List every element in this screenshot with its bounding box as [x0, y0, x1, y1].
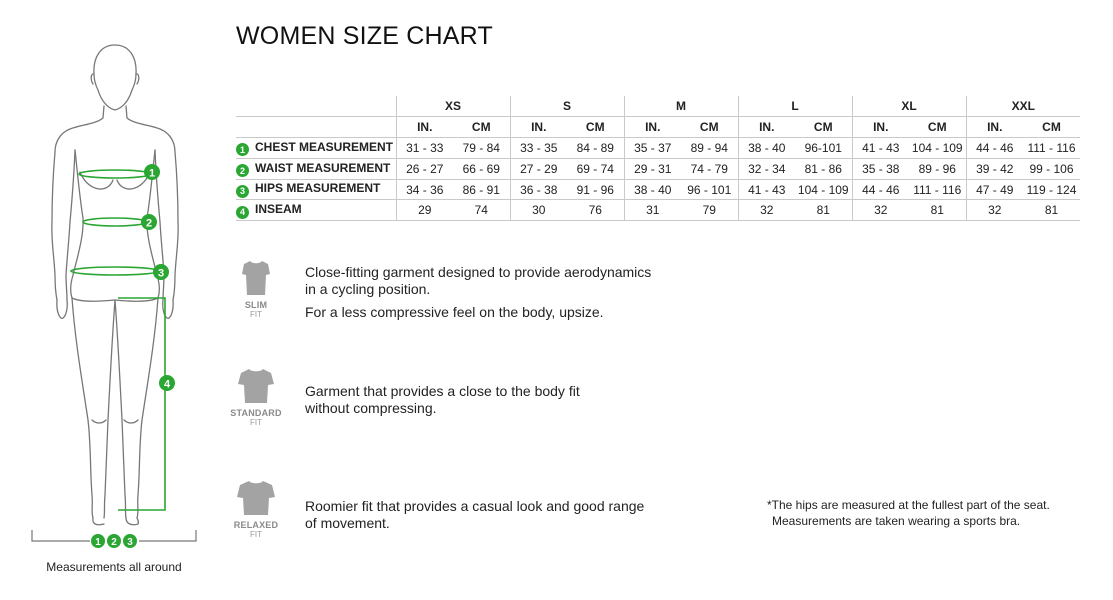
table-cell: 41 - 43: [852, 138, 909, 159]
table-cell: 44 - 46: [852, 179, 909, 200]
size-table: [236, 96, 1080, 221]
unit-cm: CM: [1023, 117, 1080, 138]
table-cell: 111 - 116: [1023, 138, 1080, 159]
unit-cm: CM: [795, 117, 852, 138]
table-cell: 29: [396, 200, 453, 221]
table-cell: 41 - 43: [738, 179, 795, 200]
fit-sub: FIT: [250, 530, 262, 539]
table-cell: 31: [624, 200, 681, 221]
standard-fit-description: [305, 383, 580, 423]
table-cell: 81: [909, 200, 966, 221]
page-title: WOMEN SIZE CHART: [236, 22, 493, 50]
row-number-badge: 3: [236, 185, 249, 198]
unit-in: IN.: [510, 117, 567, 138]
table-cell: 66 - 69: [453, 158, 510, 179]
fit-extra: For a less compressive feel on the body, upsize.: [305, 304, 604, 320]
unit-in: IN.: [624, 117, 681, 138]
table-cell: 32: [966, 200, 1023, 221]
slim-jersey-icon: [237, 258, 275, 298]
table-cell: 96-101: [795, 138, 852, 159]
table-cell: 35 - 37: [624, 138, 681, 159]
table-cell: 38 - 40: [624, 179, 681, 200]
table-cell: 111 - 116: [909, 179, 966, 200]
table-cell: 81 - 86: [795, 158, 852, 179]
body-measurement-figure: [0, 0, 230, 600]
table-cell: 119 - 124: [1023, 179, 1080, 200]
note-line-1: *The hips are measured at the fullest part of the seat.: [767, 498, 1050, 512]
table-cell: 36 - 38: [510, 179, 567, 200]
fit-desc-line: Roomier fit that provides a casual look and good range: [305, 498, 645, 514]
table-cell: 34 - 36: [396, 179, 453, 200]
slim-fit-description: [305, 264, 651, 327]
marker-2: 2: [145, 217, 153, 230]
table-cell: 86 - 91: [453, 179, 510, 200]
table-corner-2: [236, 117, 396, 138]
table-cell: 35 - 38: [852, 158, 909, 179]
fit-desc-line: Garment that provides a close to the body fit: [305, 383, 580, 399]
table-cell: 31 - 33: [396, 138, 453, 159]
fit-sub: FIT: [250, 310, 262, 319]
table-cell: 33 - 35: [510, 138, 567, 159]
table-cell: 44 - 46: [966, 138, 1023, 159]
unit-header-row: [236, 117, 1080, 138]
fit-name: RELAXED: [233, 520, 279, 530]
table-cell: 79 - 84: [453, 138, 510, 159]
table-cell: 74 - 79: [681, 158, 738, 179]
bottom-marker-1: 1: [95, 537, 101, 548]
size-header-xxl: XXL: [966, 96, 1080, 117]
table-cell: 74: [453, 200, 510, 221]
table-cell: 96 - 101: [681, 179, 738, 200]
unit-cm: CM: [909, 117, 966, 138]
row-label-text: INSEAM: [255, 202, 302, 217]
bottom-marker-2: 2: [111, 537, 117, 548]
row-number-badge: 4: [236, 206, 249, 219]
table-cell: 29 - 31: [624, 158, 681, 179]
standard-fit-badge: [226, 366, 286, 427]
table-cell: 104 - 109: [909, 138, 966, 159]
figure-caption: Measurements all around: [46, 560, 182, 574]
fit-desc-line: of movement.: [305, 515, 390, 531]
unit-in: IN.: [852, 117, 909, 138]
measurement-note: [767, 497, 1050, 529]
table-cell: 32: [852, 200, 909, 221]
row-label: [236, 158, 396, 179]
marker-3: 3: [157, 267, 165, 280]
row-number-badge: 1: [236, 143, 249, 156]
fit-name: SLIM: [244, 300, 268, 310]
table-corner: [236, 96, 396, 117]
fit-desc-line: in a cycling position.: [305, 281, 431, 297]
table-cell: 30: [510, 200, 567, 221]
table-cell: 69 - 74: [567, 158, 624, 179]
marker-4: 4: [163, 378, 171, 391]
table-cell: 81: [795, 200, 852, 221]
marker-1: 1: [148, 167, 156, 180]
table-cell: 79: [681, 200, 738, 221]
body-outline-illustration: [0, 0, 230, 600]
size-header-xs: XS: [396, 96, 510, 117]
size-header-xl: XL: [852, 96, 966, 117]
bottom-markers: [91, 534, 137, 548]
table-cell: 84 - 89: [567, 138, 624, 159]
unit-cm: CM: [567, 117, 624, 138]
fit-name: STANDARD: [230, 408, 282, 418]
row-number-badge: 2: [236, 164, 249, 177]
row-label: [236, 138, 396, 159]
size-header-m: M: [624, 96, 738, 117]
row-label-text: HIPS MEASUREMENT: [255, 181, 381, 196]
table-cell: 81: [1023, 200, 1080, 221]
row-label: [236, 179, 396, 200]
table-row: [236, 138, 1080, 159]
fit-desc-line: Close-fitting garment designed to provide aerodynamics: [305, 264, 652, 280]
row-label-text: CHEST MEASUREMENT: [255, 139, 394, 154]
standard-jersey-icon: [235, 366, 277, 406]
bottom-marker-3: 3: [127, 537, 133, 548]
size-header-row: [236, 96, 1080, 117]
table-cell: 91 - 96: [567, 179, 624, 200]
table-cell: 39 - 42: [966, 158, 1023, 179]
relaxed-fit-badge: [226, 478, 286, 539]
table-cell: 32 - 34: [738, 158, 795, 179]
relaxed-jersey-icon: [234, 478, 278, 518]
relaxed-fit-description: [305, 498, 644, 538]
table-row: [236, 200, 1080, 221]
unit-cm: CM: [681, 117, 738, 138]
table-cell: 99 - 106: [1023, 158, 1080, 179]
table-cell: 89 - 96: [909, 158, 966, 179]
table-cell: 89 - 94: [681, 138, 738, 159]
table-cell: 27 - 29: [510, 158, 567, 179]
unit-in: IN.: [396, 117, 453, 138]
table-cell: 47 - 49: [966, 179, 1023, 200]
table-cell: 104 - 109: [795, 179, 852, 200]
unit-in: IN.: [966, 117, 1023, 138]
row-label-text: WAIST MEASUREMENT: [255, 160, 391, 175]
fit-desc-line: without compressing.: [305, 400, 437, 416]
slim-fit-badge: [226, 258, 286, 319]
table-row: [236, 179, 1080, 200]
note-line-2: Measurements are taken wearing a sports bra.: [772, 514, 1021, 528]
size-header-s: S: [510, 96, 624, 117]
table-cell: 38 - 40: [738, 138, 795, 159]
row-label: [236, 200, 396, 221]
unit-cm: CM: [453, 117, 510, 138]
fit-sub: FIT: [250, 418, 262, 427]
table-cell: 76: [567, 200, 624, 221]
table-cell: 32: [738, 200, 795, 221]
table-row: [236, 158, 1080, 179]
size-header-l: L: [738, 96, 852, 117]
unit-in: IN.: [738, 117, 795, 138]
table-cell: 26 - 27: [396, 158, 453, 179]
